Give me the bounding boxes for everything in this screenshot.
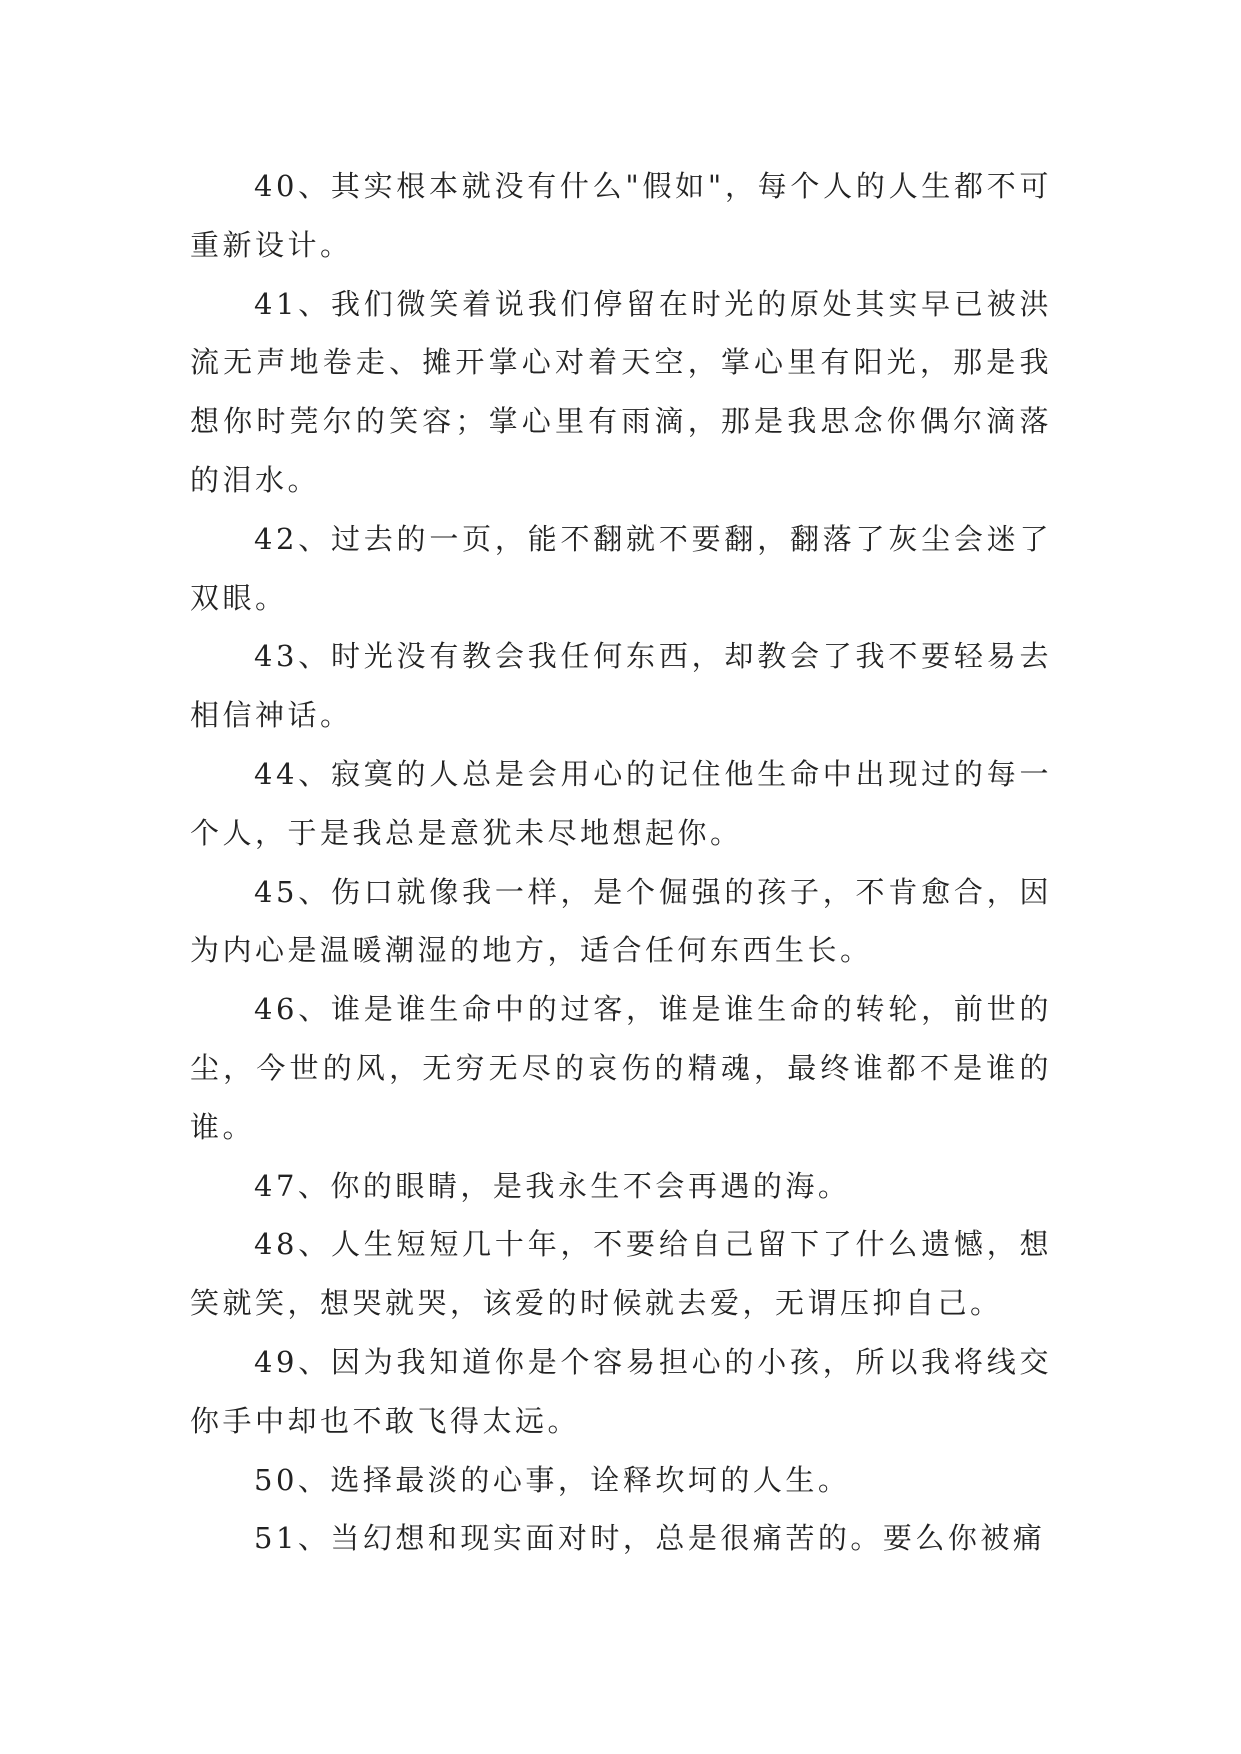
paragraph-51: 51、当幻想和现实面对时，总是很痛苦的。要么你被痛	[254, 1521, 1046, 1556]
paragraph-45: 45、伤口就像我一样，是个倔强的孩子，不肯愈合，因为内心是温暖潮湿的地方，适合任何东西生长。	[190, 874, 1052, 968]
paragraph-49: 49、因为我知道你是个容易担心的小孩，所以我将线交你手中却也不敢飞得太远。	[190, 1344, 1052, 1438]
paragraph-40: 40、其实根本就没有什么"假如"，每个人的人生都不可重新设计。	[190, 169, 1052, 262]
paragraph-43: 43、时光没有教会我任何东西，却教会了我不要轻易去相信神话。	[190, 639, 1052, 733]
paragraph-46: 46、谁是谁生命中的过客，谁是谁生命的转轮，前世的尘，今世的风，无穷无尽的哀伤的精魂，最终谁都不是谁的谁。	[190, 992, 1052, 1144]
paragraph-42: 42、过去的一页，能不翻就不要翻，翻落了灰尘会迷了双眼。	[190, 521, 1052, 615]
paragraph-44: 44、寂寞的人总是会用心的记住他生命中出现过的每一个人，于是我总是意犹未尽地想起你。	[190, 756, 1052, 850]
paragraph-50: 50、选择最淡的心事，诠释坎坷的人生。	[254, 1462, 851, 1497]
document-body	[190, 157, 1052, 1568]
paragraph-48: 48、人生短短几十年，不要给自己留下了什么遗憾，想笑就笑，想哭就哭，该爱的时候就去爱，无谓压抑自己。	[190, 1227, 1052, 1321]
paragraph-47: 47、你的眼睛，是我永生不会再遇的海。	[254, 1168, 851, 1203]
paragraph-41: 41、我们微笑着说我们停留在时光的原处其实早已被洪流无声地卷走、摊开掌心对着天空，掌心里有阳光，那是我想你时莞尔的笑容；掌心里有雨滴，那是我思念你偶尔滴落的泪水。	[190, 286, 1052, 497]
